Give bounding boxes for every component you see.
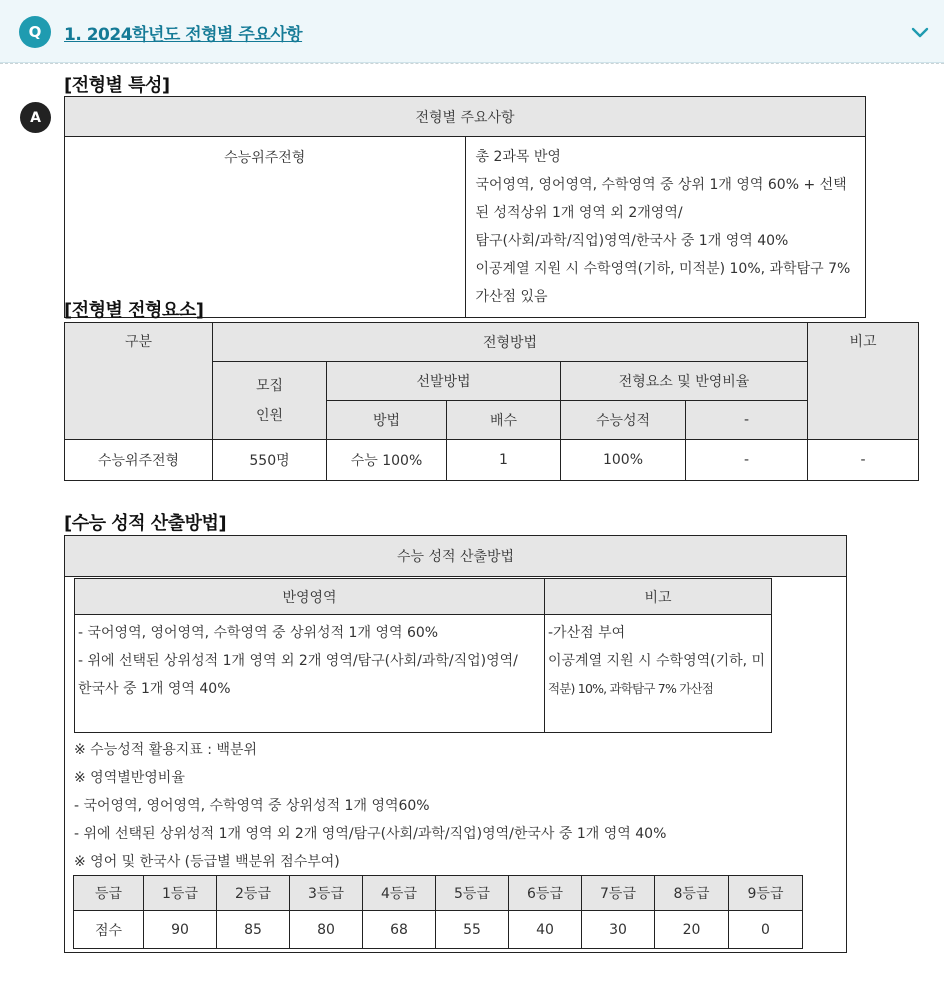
score-cell: 55 xyxy=(436,911,509,949)
area-note-cell xyxy=(545,615,772,733)
header-method: 전형방법 xyxy=(213,323,808,362)
area-line: - 위에 선택된 상위성적 1개 영역 외 2개 영역/탐구(사회/과학/직업)영역/ xyxy=(78,653,518,669)
grade-cell: 4등급 xyxy=(363,876,436,911)
header-selection: 선발방법 xyxy=(327,362,561,401)
note-text: - 위에 선택된 상위성적 1개 영역 외 2개 영역/탐구(사회/과학/직업)영역/한국사 중 1개 영역 40% xyxy=(74,826,667,842)
note-text: ※ 수능성적 활용지표 : 백분위 xyxy=(74,742,258,758)
score-cell: 85 xyxy=(217,911,290,949)
note-line: 적분) 10%, 과학탐구 7% 가산점 xyxy=(548,681,714,696)
grade-cell: 7등급 xyxy=(582,876,655,911)
description-line: 이공계열 지원 시 수학영역(기하, 미적분) 10%, 과학탐구 7% 가산점 있음 xyxy=(475,261,851,305)
header-csat: 수능성적 xyxy=(561,401,686,440)
area-line: 한국사 중 1개 영역 40% xyxy=(78,681,231,697)
score-notes xyxy=(74,736,666,876)
cell-way: 수능 100% xyxy=(327,440,447,481)
area-cell xyxy=(75,615,545,733)
grade-cell: 3등급 xyxy=(290,876,363,911)
score-cell: 20 xyxy=(655,911,729,949)
answer-badge: A xyxy=(20,102,51,133)
header-ratio: 전형요소 및 반영비율 xyxy=(561,362,808,401)
question-badge: Q xyxy=(19,16,51,48)
note-text: ※ 영역별반영비율 xyxy=(74,770,185,786)
score-cell: 40 xyxy=(509,911,582,949)
faq-question-header[interactable] xyxy=(0,0,944,63)
header-multiple: 배수 xyxy=(447,401,561,440)
header-quota xyxy=(213,362,327,440)
cell-category: 수능위주전형 xyxy=(65,440,213,481)
description-cell xyxy=(465,137,866,318)
section-heading-elements: [전형별 전형요소] xyxy=(64,300,204,321)
header-area: 반영영역 xyxy=(75,579,545,615)
header-category: 구분 xyxy=(65,323,213,440)
header-way: 방법 xyxy=(327,401,447,440)
note-line: -가산점 부여 xyxy=(548,625,626,641)
cell-note: - xyxy=(808,440,919,481)
description-line: 총 2과목 반영 xyxy=(475,149,561,165)
area-line: - 국어영역, 영어영역, 수학영역 중 상위성적 1개 영역 60% xyxy=(78,625,439,641)
header-note: 비고 xyxy=(808,323,919,440)
section-heading-characteristics: [전형별 특성] xyxy=(64,75,170,96)
cell-quota: 550명 xyxy=(213,440,327,481)
score-cell: 30 xyxy=(582,911,655,949)
grade-cell: 2등급 xyxy=(217,876,290,911)
header-dash: - xyxy=(686,401,808,440)
grade-cell: 9등급 xyxy=(729,876,803,911)
grade-cell: 5등급 xyxy=(436,876,509,911)
note-text: - 국어영역, 영어영역, 수학영역 중 상위성적 1개 영역60% xyxy=(74,798,430,814)
characteristics-table xyxy=(64,96,866,318)
area-table xyxy=(74,578,772,733)
score-cell: 80 xyxy=(290,911,363,949)
elements-table xyxy=(64,322,919,481)
description-line: 탐구(사회/과학/직업)영역/한국사 중 1개 영역 40% xyxy=(475,233,789,249)
note-line: 이공계열 지원 시 수학영역(기하, 미 xyxy=(548,653,766,669)
cell-csat: 100% xyxy=(561,440,686,481)
grade-cell: 1등급 xyxy=(144,876,217,911)
cell-multiple: 1 xyxy=(447,440,561,481)
cell-other: - xyxy=(686,440,808,481)
score-row-label: 점수 xyxy=(74,911,144,949)
section-heading-score-calc: [수능 성적 산출방법] xyxy=(64,513,227,534)
score-cell: 0 xyxy=(729,911,803,949)
header-area-note: 비고 xyxy=(545,579,772,615)
score-cell: 68 xyxy=(363,911,436,949)
faq-question-title[interactable]: 1. 2024학년도 전형별 주요사항 xyxy=(64,25,303,45)
row-label: 수능위주전형 xyxy=(65,137,466,318)
note-text: ※ 영어 및 한국사 (등급별 백분위 점수부여) xyxy=(74,854,340,870)
header-quota-line: 모집 xyxy=(255,377,284,394)
divider xyxy=(0,63,944,64)
header-quota-line: 인원 xyxy=(255,407,284,424)
score-calc-header: 수능 성적 산출방법 xyxy=(65,536,846,577)
grade-cell: 8등급 xyxy=(655,876,729,911)
description-line: 국어영역, 영어영역, 수학영역 중 상위 1개 영역 60% + 선택된 성적상위 1개 영역 외 2개영역/ xyxy=(475,177,847,221)
score-calc-box xyxy=(64,535,847,953)
score-cell: 90 xyxy=(144,911,217,949)
grade-score-table xyxy=(73,875,803,949)
grade-cell: 6등급 xyxy=(509,876,582,911)
grade-row-label: 등급 xyxy=(74,876,144,911)
chevron-up-icon[interactable] xyxy=(908,20,932,44)
table-header: 전형별 주요사항 xyxy=(65,97,866,137)
